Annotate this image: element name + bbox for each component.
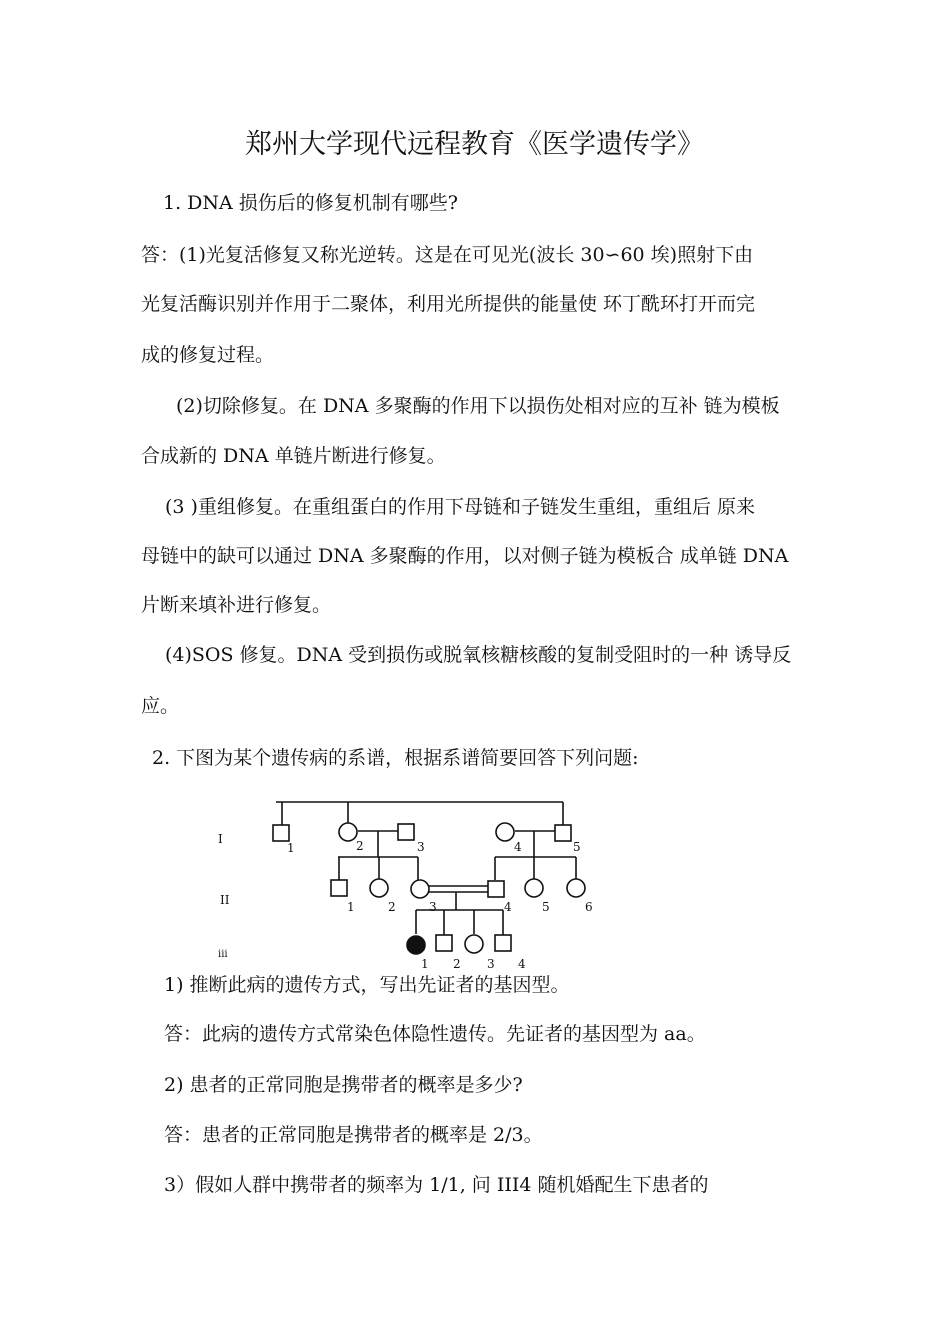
answer-1-line-1: 答：(1)光复活修复又称光逆转。这是在可见光(波长 30∽60 埃)照射下由 xyxy=(141,244,754,266)
female-symbol xyxy=(496,823,514,841)
answer-1-line-2: 光复活酶识别并作用于二聚体，利用光所提供的能量使 环丁酰环打开而完 xyxy=(141,293,756,315)
affected-female-symbol xyxy=(407,936,425,954)
question-1: 1. DNA 损伤后的修复机制有哪些? xyxy=(163,192,458,214)
individual-number: 4 xyxy=(504,900,512,914)
female-symbol xyxy=(339,823,357,841)
individual-number: 2 xyxy=(388,900,396,914)
individual-number: 3 xyxy=(417,840,425,854)
generation-label: iii xyxy=(218,949,228,960)
individual-number: 3 xyxy=(429,900,437,914)
answer-1-line-5: 合成新的 DNA 单链片断进行修复。 xyxy=(141,445,446,467)
male-symbol xyxy=(331,880,347,896)
male-symbol xyxy=(398,824,414,840)
answer-1-line-9: (4)SOS 修复。DNA 受到损伤或脱氧核糖核酸的复制受阻时的一种 诱导反 xyxy=(165,644,792,666)
female-symbol xyxy=(465,935,483,953)
sub-question-1: 1) 推断此病的遗传方式，写出先证者的基因型。 xyxy=(164,974,570,996)
sub-question-3: 3）假如人群中携带者的频率为 1/1, 问 III4 随机婚配生下患者的 xyxy=(164,1174,709,1196)
answer-1-line-7: 母链中的缺可以通过 DNA 多聚酶的作用，以对侧子链为模板合 成单链 DNA xyxy=(141,545,789,567)
answer-1-line-8: 片断来填补进行修复。 xyxy=(141,594,332,616)
individual-number: 2 xyxy=(356,839,364,853)
male-symbol xyxy=(273,825,289,841)
female-symbol xyxy=(567,879,585,897)
individual-number: 1 xyxy=(421,957,429,971)
individual-number: 5 xyxy=(542,900,550,914)
male-symbol xyxy=(495,935,511,951)
male-symbol xyxy=(436,935,452,951)
individual-number: 2 xyxy=(453,957,461,971)
sub-answer-2: 答：患者的正常同胞是携带者的概率是 2/3。 xyxy=(164,1124,543,1146)
female-symbol xyxy=(411,880,429,898)
sub-question-2: 2) 患者的正常同胞是携带者的概率是多少? xyxy=(164,1074,523,1096)
answer-1-line-6: (3 )重组修复。在重组蛋白的作用下母链和子链发生重组，重组后 原来 xyxy=(165,496,755,518)
generation-label: I xyxy=(218,832,223,846)
individual-number: 1 xyxy=(287,841,295,855)
answer-1-line-10: 应。 xyxy=(141,695,180,717)
female-symbol xyxy=(525,879,543,897)
answer-1-line-4: (2)切除修复。在 DNA 多聚酶的作用下以损伤处相对应的互补 链为模板 xyxy=(176,395,780,417)
individual-number: 5 xyxy=(573,840,581,854)
individual-number: 4 xyxy=(514,840,522,854)
answer-1-line-3: 成的修复过程。 xyxy=(141,344,275,366)
individual-number: 1 xyxy=(347,900,355,914)
female-symbol xyxy=(370,879,388,897)
male-symbol xyxy=(555,825,571,841)
male-symbol xyxy=(488,881,504,897)
individual-number: 6 xyxy=(585,900,593,914)
individual-number: 3 xyxy=(487,957,495,971)
page-title: 郑州大学现代远程教育《医学遗传学》 xyxy=(245,129,704,160)
question-2: 2. 下图为某个遗传病的系谱，根据系谱简要回答下列问题: xyxy=(152,747,639,769)
sub-answer-1: 答：此病的遗传方式常染色体隐性遗传。先证者的基因型为 aa。 xyxy=(164,1023,706,1045)
generation-label: II xyxy=(220,893,230,907)
individual-number: 4 xyxy=(518,957,526,971)
